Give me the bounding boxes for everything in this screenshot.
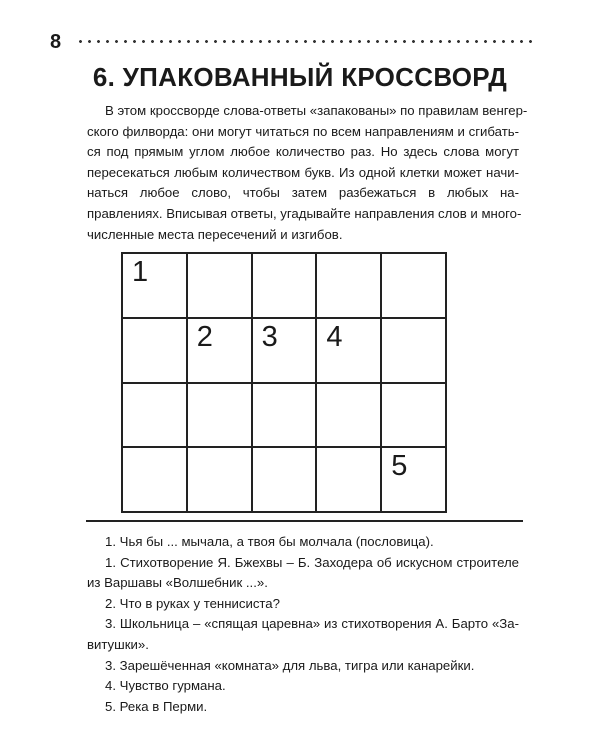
page-title: 6. УПАКОВАННЫЙ КРОССВОРД (92, 62, 508, 92)
crossword-cell[interactable] (253, 448, 318, 513)
intro-line: численные места пересечений и изгибов. (87, 226, 343, 242)
crossword-cell[interactable] (188, 254, 253, 319)
crossword-cell[interactable] (317, 319, 382, 384)
intro-line: наться любое слово, чтобы затем разбежаться в любых на- (87, 185, 519, 201)
clue-line: витушки». (87, 636, 149, 652)
crossword-cell[interactable] (317, 254, 382, 319)
clue-line: 3. Школьница – «спящая царевна» из стихотворения А. Барто «За- (105, 616, 519, 632)
clue-line: из Варшавы «Волшебник ...». (87, 575, 268, 591)
crossword-cell[interactable] (123, 319, 188, 384)
clue-line: 1. Чья бы ... мычала, а твоя бы молчала (пословица). (105, 534, 434, 549)
clue-line: 4. Чувство гурмана. (105, 678, 226, 694)
crossword-cell[interactable] (188, 384, 253, 449)
crossword-cell[interactable] (123, 448, 188, 513)
intro-line: В этом кроссворде слова-ответы «запакованы» по правилам венгер- (105, 103, 528, 118)
crossword-cell[interactable] (253, 384, 318, 449)
crossword-cell[interactable] (188, 319, 253, 384)
crossword-grid (121, 252, 447, 513)
intro-line: пересекаться любым количеством букв. Из одной клетки может начи- (87, 164, 519, 180)
clues-list (87, 532, 519, 717)
cell-number: 2 (196, 320, 213, 353)
crossword-cell[interactable] (382, 319, 447, 384)
crossword-cell[interactable] (188, 448, 253, 513)
intro-line: ского филворда: они могут читаться по всем направлениям и сгибать- (87, 123, 519, 139)
intro-text (87, 101, 528, 245)
section-divider (86, 520, 523, 522)
cell-number: 5 (391, 450, 408, 483)
crossword-cell[interactable] (253, 254, 318, 319)
crossword-cell[interactable] (382, 384, 447, 449)
crossword-cell[interactable] (123, 384, 188, 449)
intro-line: правлениях. Вписывая ответы, угадывайте направления слов и много- (87, 205, 522, 221)
clue-line: 1. Стихотворение Я. Бжехвы – Б. Заходера об искусном строителе (105, 554, 519, 570)
clue-line: 3. Зарешёченная «комната» для льва, тигра или канарейки. (105, 657, 475, 673)
crossword-cell[interactable] (382, 448, 447, 513)
page-number: 8 (50, 31, 62, 53)
cell-number: 4 (326, 320, 343, 353)
cell-number: 1 (132, 256, 149, 288)
clue-line: 2. Что в руках у теннисиста? (105, 595, 280, 611)
crossword-cell[interactable] (317, 448, 382, 513)
crossword-cell[interactable] (382, 254, 447, 319)
crossword-cell[interactable] (123, 254, 188, 319)
dotted-leader (76, 40, 536, 43)
clue-line: 5. Река в Перми. (105, 698, 208, 714)
crossword-cell[interactable] (317, 384, 382, 449)
intro-line: ся под прямым углом любое количество раз. Но здесь слова могут (87, 144, 519, 160)
crossword-cell[interactable] (253, 319, 318, 384)
cell-number: 3 (261, 320, 278, 353)
